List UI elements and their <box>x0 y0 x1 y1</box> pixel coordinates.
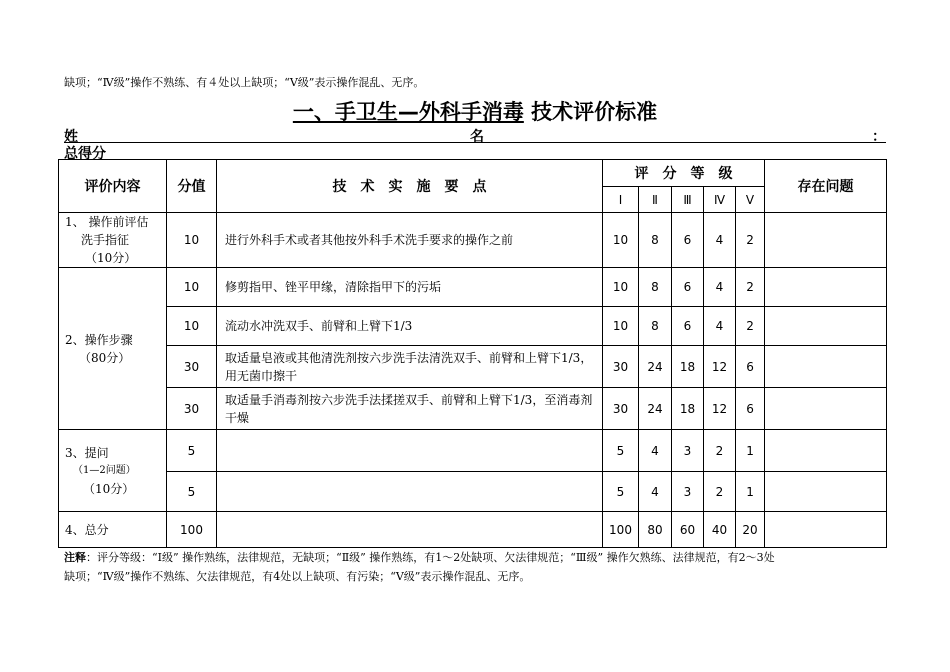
description-cell <box>217 512 603 548</box>
header-grade-1: Ⅰ <box>603 187 639 213</box>
total-score-label: 总得分 <box>64 146 106 162</box>
score-cell: 10 <box>167 213 217 268</box>
grade-cell: 5 <box>603 430 639 472</box>
header-grade-2: Ⅱ <box>639 187 672 213</box>
grade-cell: 24 <box>639 346 672 388</box>
grade-cell: 80 <box>639 512 672 548</box>
header-grade-4: Ⅳ <box>704 187 736 213</box>
description-cell <box>217 430 603 472</box>
grade-cell: 3 <box>672 430 704 472</box>
problems-cell[interactable] <box>765 213 887 268</box>
grade-cell: 20 <box>736 512 765 548</box>
grade-cell: 100 <box>603 512 639 548</box>
description-cell: 流动水冲洗双手、前臂和上臂下1/3 <box>217 307 603 346</box>
grade-cell: 8 <box>639 213 672 268</box>
name-label-2: 名 <box>470 129 484 145</box>
grade-cell: 10 <box>603 307 639 346</box>
footnote-line-2: 缺项；“Ⅳ级”操作不熟练、欠法律规范，有4处以上缺项、有污染；“Ⅴ级”表示操作混乱、无序。 <box>64 570 531 583</box>
table-row <box>59 346 887 388</box>
score-cell: 10 <box>167 307 217 346</box>
problems-cell[interactable] <box>765 512 887 548</box>
footnote-label: 注释 <box>64 551 86 564</box>
grade-cell: 2 <box>736 213 765 268</box>
page-title <box>0 96 950 126</box>
section-3-cell <box>59 430 167 512</box>
grade-cell: 30 <box>603 346 639 388</box>
problems-cell[interactable] <box>765 430 887 472</box>
section-3-line-2: （1—2问题） <box>73 464 136 476</box>
name-label-colon: ： <box>872 129 886 145</box>
footnote-line-1 <box>64 548 894 567</box>
grade-cell: 4 <box>639 472 672 512</box>
grade-cell: 2 <box>704 430 736 472</box>
grade-cell: 6 <box>672 268 704 307</box>
problems-cell[interactable] <box>765 472 887 512</box>
grade-cell: 30 <box>603 388 639 430</box>
table-row <box>59 268 887 307</box>
grade-cell: 24 <box>639 388 672 430</box>
grade-cell: 4 <box>704 268 736 307</box>
score-cell: 5 <box>167 430 217 472</box>
description-cell <box>217 472 603 512</box>
grade-cell: 2 <box>736 307 765 346</box>
title-suffix: 技术评价标准 <box>523 100 658 124</box>
grade-cell: 12 <box>704 388 736 430</box>
top-note: 缺项；“Ⅳ级”操作不熟练、有４处以上缺项；“Ⅴ级”表示操作混乱、无序。 <box>64 76 425 89</box>
problems-cell[interactable] <box>765 268 887 307</box>
grade-cell: 4 <box>704 307 736 346</box>
section-2-line-2: （80分） <box>79 350 131 365</box>
description-cell: 进行外科手术或者其他按外科手术洗手要求的操作之前 <box>217 213 603 268</box>
footnote-text-1: ：评分等级：“Ⅰ级” 操作熟练，法律规范，无缺项；“Ⅱ级” 操作熟练，有1～2处缺项、欠法律规范；“Ⅲ级” 操作欠熟练、法律规范，有2～3处 <box>86 551 775 564</box>
grade-cell: 10 <box>603 213 639 268</box>
grade-cell: 1 <box>736 472 765 512</box>
grade-cell: 6 <box>672 213 704 268</box>
table-row <box>59 213 887 268</box>
header-grade-5: Ⅴ <box>736 187 765 213</box>
name-line <box>64 126 886 143</box>
grade-cell: 5 <box>603 472 639 512</box>
section-1-line-2: 洗手指征 <box>81 233 130 247</box>
grade-cell: 12 <box>704 346 736 388</box>
footnote <box>64 548 894 586</box>
grade-cell: 2 <box>736 268 765 307</box>
table-row <box>59 472 887 512</box>
grade-cell: 4 <box>639 430 672 472</box>
grade-cell: 18 <box>672 388 704 430</box>
grade-cell: 18 <box>672 346 704 388</box>
grade-cell: 6 <box>736 388 765 430</box>
section-2-line-1: 2、操作步骤 <box>65 332 133 347</box>
title-main: 一、手卫生—外科手消毒 <box>292 100 524 124</box>
header-grade-3: Ⅲ <box>672 187 704 213</box>
grade-cell: 4 <box>704 213 736 268</box>
description-cell: 取适量皂液或其他清洗剂按六步洗手法清洗双手、前臂和上臂下1/3，用无菌巾擦干 <box>217 346 603 388</box>
grade-cell: 3 <box>672 472 704 512</box>
grade-cell: 40 <box>704 512 736 548</box>
header-content: 评价内容 <box>59 160 167 213</box>
header-grade: 评 分 等 级 <box>603 160 765 187</box>
header-problems: 存在问题 <box>765 160 887 213</box>
table-row <box>59 388 887 430</box>
score-cell: 100 <box>167 512 217 548</box>
section-3-line-3: （10分） <box>83 481 135 496</box>
score-cell: 30 <box>167 388 217 430</box>
problems-cell[interactable] <box>765 307 887 346</box>
section-1-cell <box>59 213 167 268</box>
header-points: 技 术 实 施 要 点 <box>217 160 603 213</box>
evaluation-table <box>58 159 887 548</box>
table-row <box>59 307 887 346</box>
grade-cell: 6 <box>736 346 765 388</box>
grade-cell: 60 <box>672 512 704 548</box>
section-2-cell <box>59 268 167 430</box>
description-cell: 修剪指甲、锉平甲缘，清除指甲下的污垢 <box>217 268 603 307</box>
score-cell: 30 <box>167 346 217 388</box>
name-label-1: 姓 <box>64 129 78 145</box>
section-1-line-3: （10分） <box>85 251 137 265</box>
section-3-line-1: 3、提问 <box>65 445 109 460</box>
grade-cell: 1 <box>736 430 765 472</box>
section-1-line-1: 1、 操作前评估 <box>65 215 149 229</box>
grade-cell: 2 <box>704 472 736 512</box>
grade-cell: 8 <box>639 307 672 346</box>
problems-cell[interactable] <box>765 346 887 388</box>
description-cell: 取适量手消毒剂按六步洗手法揉搓双手、前臂和上臂下1/3，至消毒剂干燥 <box>217 388 603 430</box>
problems-cell[interactable] <box>765 388 887 430</box>
table-row <box>59 430 887 472</box>
grade-cell: 8 <box>639 268 672 307</box>
score-cell: 10 <box>167 268 217 307</box>
grade-cell: 6 <box>672 307 704 346</box>
header-score: 分值 <box>167 160 217 213</box>
section-4-cell: 4、总分 <box>59 512 167 548</box>
table-row <box>59 512 887 548</box>
score-cell: 5 <box>167 472 217 512</box>
grade-cell: 10 <box>603 268 639 307</box>
